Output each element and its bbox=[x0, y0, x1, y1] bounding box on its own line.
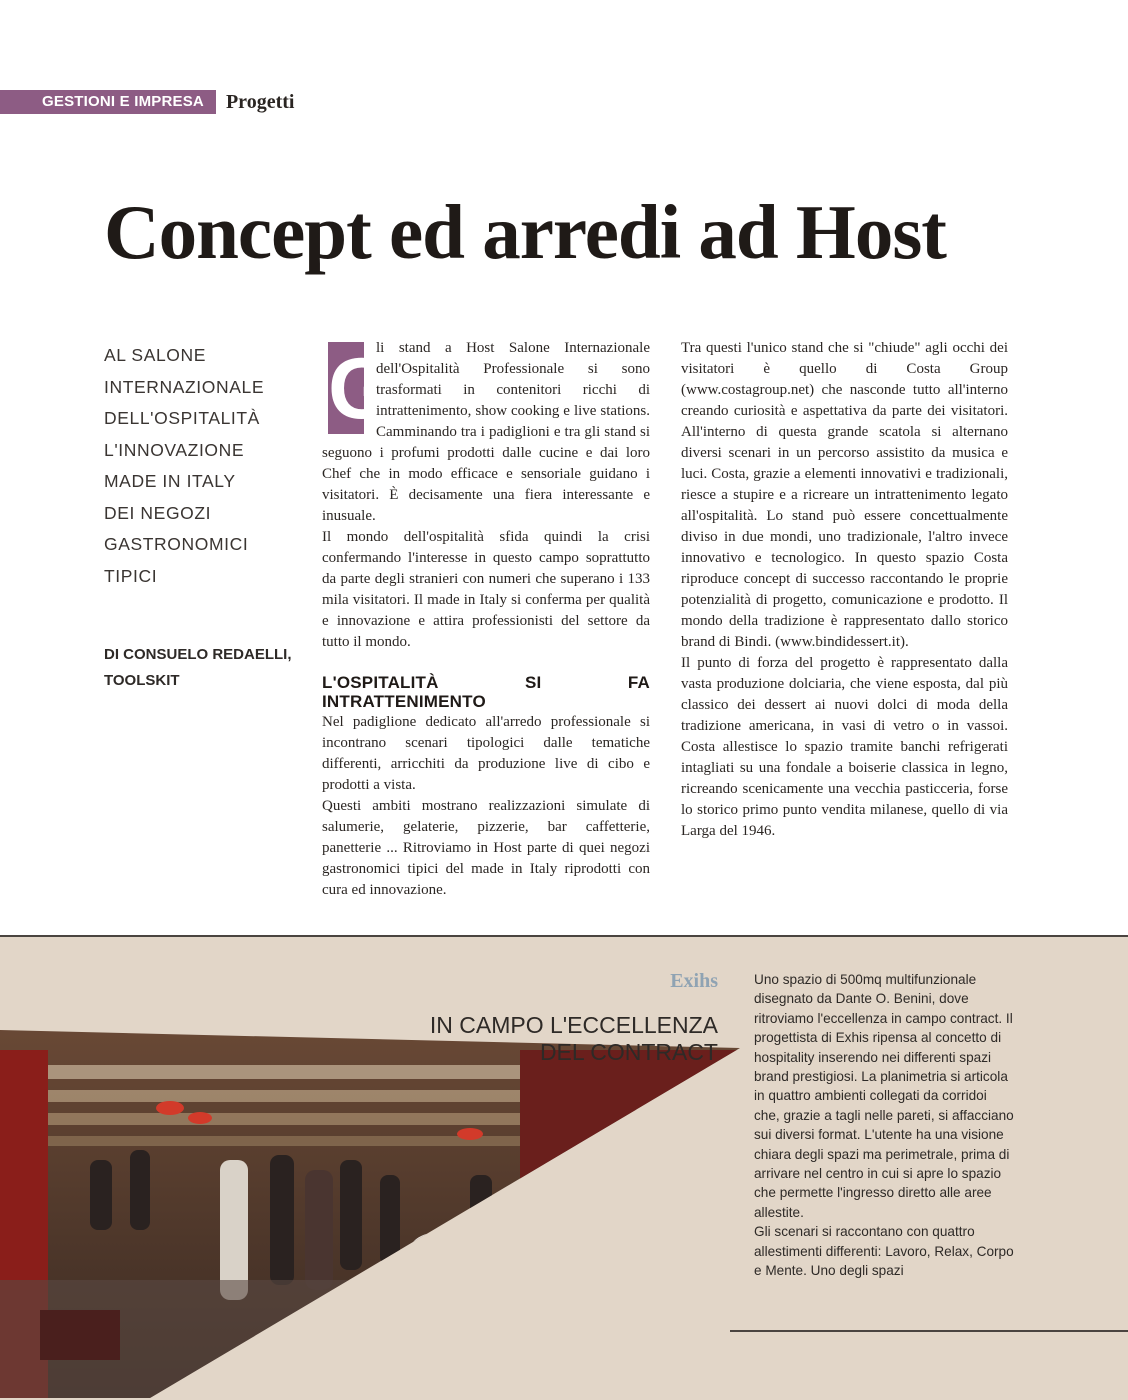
paragraph: Gli scenari si raccontano con quattro allestimenti differenti: Lavoro, Relax, Corpo e Mente. Uno degli spazi bbox=[754, 1224, 1014, 1279]
exhibition-photo bbox=[0, 1010, 740, 1398]
drop-cap: G bbox=[328, 341, 395, 437]
paragraph: Tra questi l'unico stand che si "chiude" agli occhi dei visitatori è quello di Costa Group (www.costagroup.net) che nasconde tutto all'interno creando curiosità e aspettativa da parte dei visitatori. All'interno di questa grande scatola si alternano diversi scenari in un percorso assistito da musica e luci. Costa, grazie a elementi innovativi e tradizionali, riesce a stupire e a ricreare un intrattenimento legato all'ospitalità. Lo stand può essere concettualmente diviso in due mondi, uno tradizionale, l'altro invece innovativo e tecnologico. In questo spazio Costa riproduce concept di successo raccontando le proprie potenzialità di progetto, comunicazione e prodotto. Il mondo della tradizione è rappresentato dallo storico brand di Bindi. (www.bindidessert.it). bbox=[681, 340, 1008, 650]
brand-logo: Exihs bbox=[670, 970, 718, 992]
armchair bbox=[40, 1310, 120, 1360]
section-subtitle: Progetti bbox=[225, 90, 295, 113]
abstract-line: L'INNOVAZIONE bbox=[104, 439, 245, 460]
section-tag: GESTIONI E IMPRESA bbox=[0, 90, 216, 114]
box-title-line: IN CAMPO L'ECCELLENZA bbox=[429, 1012, 718, 1038]
byline-author: DI CONSUELO REDAELLI, bbox=[104, 646, 292, 663]
box-body bbox=[754, 970, 1016, 1281]
abstract-line: MADE IN ITALY bbox=[104, 471, 236, 491]
red-lamp bbox=[457, 1128, 483, 1140]
article-abstract bbox=[104, 340, 304, 592]
abstract-line: GASTRONOMICI bbox=[104, 534, 249, 554]
paragraph: Il mondo dell'ospitalità sfida quindi la crisi confermando l'interesse in questo campo soprattutto da parte degli stranieri con numeri che superano i 133 mila visitatori. Il made in Italy si conferma per qualità e innovazione e attira professionisti del settore da tutto il mondo. bbox=[322, 529, 650, 650]
paragraph: Uno spazio di 500mq multifunzionale disegnato da Dante O. Benini, dove ritroviamo l'eccellenza in campo contract. Il progettista di Exhis ripensa al concetto di hospitality inserendo nei differenti spazi brand prestigiosi. La planimetria si articola in quattro ambienti collegati da corridoi che, grazie a tagli nelle pareti, si affacciano sui diversi format. L'utente ha una visione chiara degli spazi ma perimetrale, prima di arrivare nel centro in cui si apre lo spazio che permette l'ingresso diretto alle aree allestite. bbox=[754, 972, 1014, 1220]
article-column-1 bbox=[322, 338, 650, 901]
byline bbox=[104, 642, 304, 694]
article-title: Concept ed arredi ad Host bbox=[104, 189, 946, 275]
paragraph: li stand a Host Salone Internazionale dell'Ospitalità Professionale si sono trasformati in contenitori ricchi di intrattenimento, show cooking e live stations. Camminando tra i padiglioni e tra gli stand si seguono i profumi prodotti dalle cucine e dai loro Chef che in modo efficace e sensoriale guidano i visitatori. È decisamente una fiera interessante e inusuale. bbox=[322, 340, 650, 524]
box-title bbox=[380, 1012, 718, 1066]
paragraph: Questi ambiti mostrano realizzazioni simulate di salumerie, gelaterie, pizzerie, bar caffetterie, panetterie ... Ritroviamo in Host parte di quei negozi gastronomici tipici del made in Italy riprodotti con cura ed innovazione. bbox=[322, 798, 650, 898]
section-header bbox=[0, 90, 294, 114]
abstract-line: INTERNAZIONALE bbox=[104, 376, 265, 397]
red-lamp bbox=[188, 1112, 212, 1124]
abstract-line: AL SALONE bbox=[104, 345, 207, 365]
subheading: L'OSPITALITÀ SI FA INTRATTENIMENTO bbox=[322, 673, 650, 711]
abstract-line: DELL'OSPITALITÀ bbox=[104, 408, 260, 428]
abstract-line: TIPICI bbox=[104, 565, 158, 586]
paragraph: Nel padiglione dedicato all'arredo professionale si incontrano scenari tipologici dalle tematiche differenti, arricchiti da produzione live di cibo e prodotti a vista. bbox=[322, 714, 650, 793]
lounge-chair bbox=[520, 1240, 560, 1262]
white-chair bbox=[410, 1232, 470, 1268]
paragraph: Il punto di forza del progetto è rappresentato dalla vasta produzione dolciaria, che viene esposta, dal più classico dei dessert ai nuovi dolci di moda della tradizione americana, in vasi di vetro o in vassoi. Costa allestisce lo spazio tramite banchi refrigerati intagliati su una fondale a boiserie classica in legno, ricreando scenicamente una vecchia pasticceria, forse lo storico primo punto vendita milanese, quello di via Larga del 1946. bbox=[681, 655, 1008, 839]
red-lamp bbox=[156, 1101, 184, 1115]
box-title-line: DEL CONTRACT bbox=[539, 1039, 718, 1065]
article-column-2 bbox=[681, 338, 1008, 842]
abstract-line: DEI NEGOZI bbox=[104, 502, 212, 523]
red-curtain bbox=[520, 1050, 740, 1270]
byline-affiliation: TOOLSKIT bbox=[104, 672, 180, 689]
divider bbox=[730, 1330, 1128, 1332]
